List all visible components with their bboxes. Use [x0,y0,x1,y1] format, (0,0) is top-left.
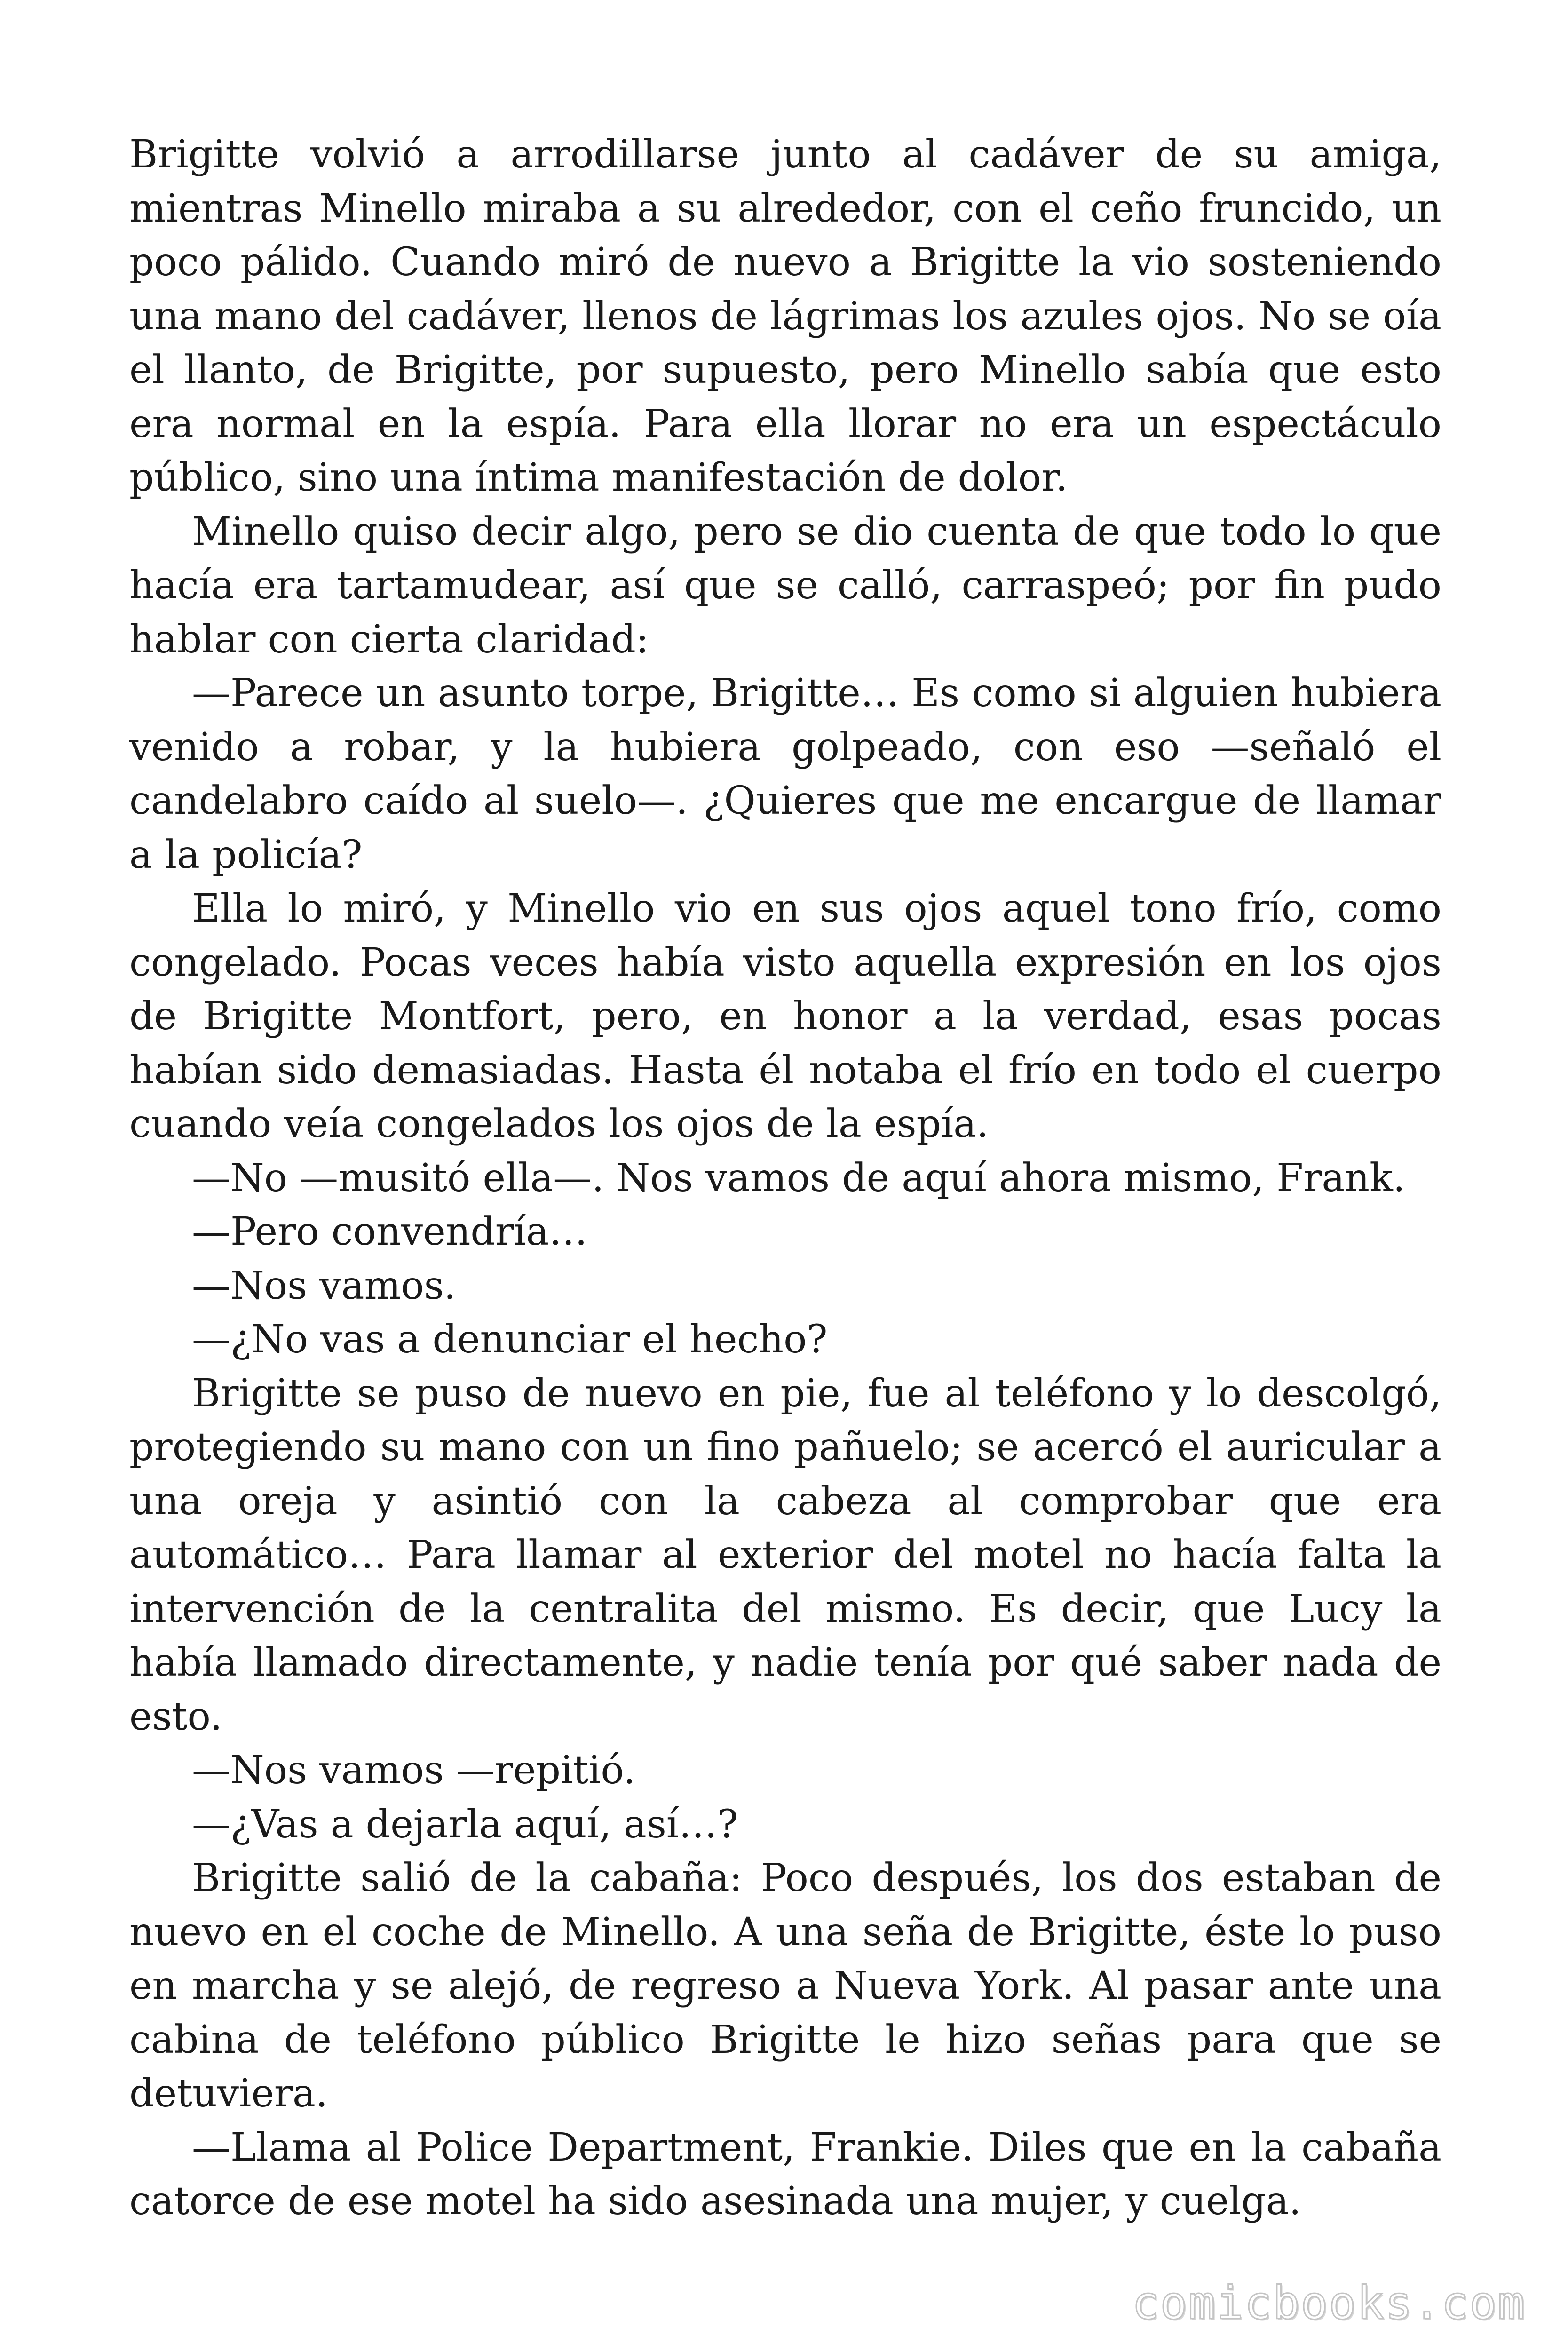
paragraph: —¿No vas a denunciar el hecho? [192,1317,828,1362]
paragraph: Minello quiso decir algo, pero se dio cuenta de que todo lo que hacía era tartamudear, así que se calló, carraspeó; por fin pudo hablar con cierta claridad: [129,509,1441,662]
watermark: comicbooks.com [1132,2277,1526,2329]
paragraph: Brigitte volvió a arrodillarse junto al cadáver de su amiga, mientras Minello miraba a su alrededor, con el ceño fruncido, un poco pálido. Cuando miró de nuevo a Brigitte la vio sosteniendo una mano del cadáver, llenos de lágrimas los azules ojos. No se oía el llanto, de Brigitte, por supuesto, pero Minello sabía que esto era normal en la espía. Para ella llorar no era un espectáculo público, sino una íntima manifestación de dolor. [129,132,1441,500]
body-text [129,128,1441,2229]
paragraph: Brigitte salió de la cabaña: Poco después, los dos estaban de nuevo en el coche de Minello. A una seña de Brigitte, éste lo puso en marcha y se alejó, de regreso a Nueva York. Al pasar ante una cabina de teléfono público Brigitte le hizo señas para que se detuviera. [129,1856,1441,2116]
paragraph: —No —musitó ella—. Nos vamos de aquí ahora mismo, Frank. [192,1155,1405,1200]
paragraph: —Parece un asunto torpe, Brigitte… Es como si alguien hubiera venido a robar, y la hubiera golpeado, con eso —señaló el candelabro caído al suelo—. ¿Quieres que me encargue de llamar a la policía? [129,671,1441,877]
paragraph: Ella lo miró, y Minello vio en sus ojos aquel tono frío, como congelado. Pocas veces había visto aquella expresión en los ojos de Brigitte Montfort, pero, en honor a la verdad, esas pocas habían sido demasiadas. Hasta él notaba el frío en todo el cuerpo cuando veía congelados los ojos de la espía. [129,886,1441,1146]
paragraph: —Nos vamos. [192,1263,456,1308]
paragraph: Brigitte se puso de nuevo en pie, fue al teléfono y lo descolgó, protegiendo su mano con un fino pañuelo; se acercó el auricular a una oreja y asintió con la cabeza al comprobar que era automático… Para llamar al exterior del motel no hacía falta la intervención de la centralita del mismo. Es decir, que Lucy la había llamado directamente, y nadie tenía por qué saber nada de esto. [129,1371,1441,1739]
paragraph: —Llama al Police Department, Frankie. Diles que en la cabaña catorce de ese motel ha sido asesinada una mujer, y cuelga. [129,2125,1441,2224]
paragraph: —Nos vamos —repitió. [192,1748,636,1793]
paragraph: —¿Vas a dejarla aquí, así…? [192,1802,738,1847]
paragraph: —Pero convendría… [192,1209,588,1254]
